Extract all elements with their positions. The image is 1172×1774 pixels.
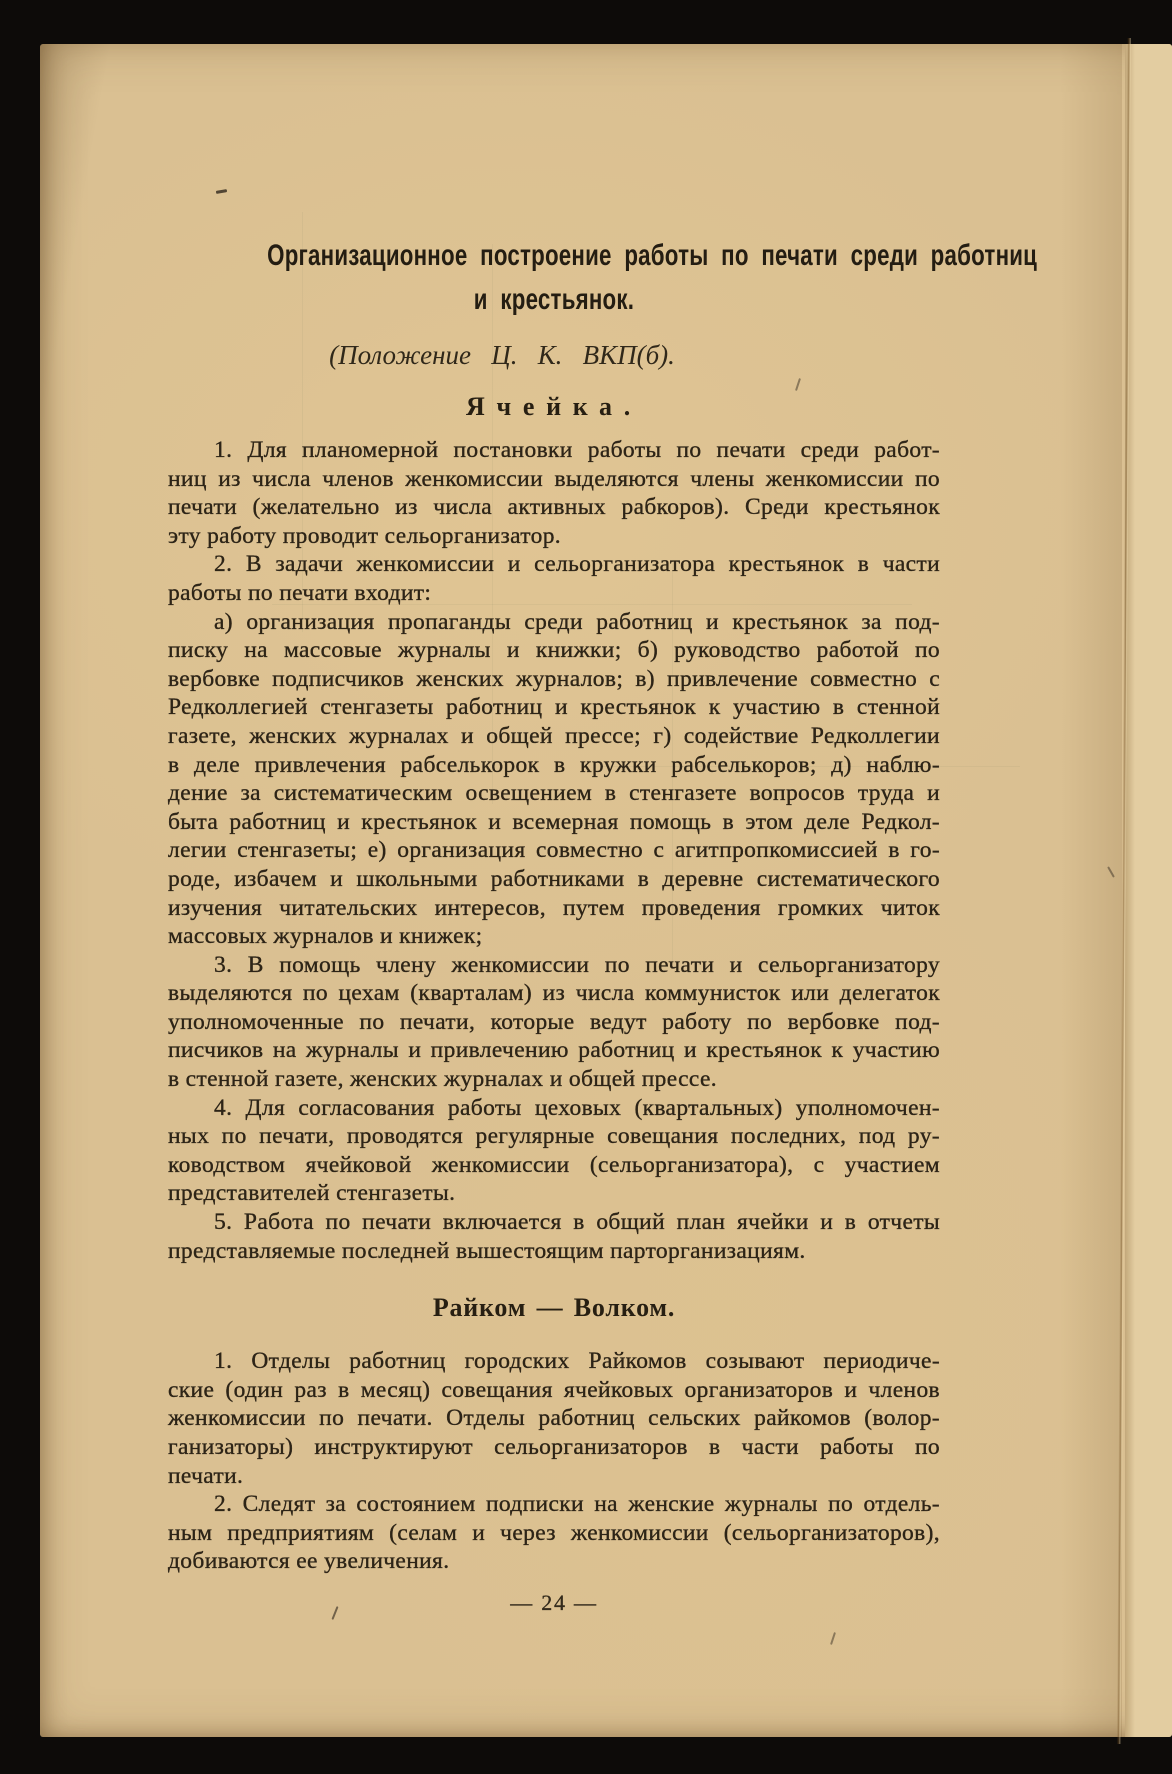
section-heading: Ячейка. [466, 392, 642, 421]
text-line: массовых журналов и книжек; [168, 923, 483, 950]
text-line: ские (один раз в месяц) совещания ячейковых организаторов и членов [168, 1376, 940, 1403]
ink-mark [830, 1632, 836, 1645]
paragraph [168, 1094, 940, 1208]
text-line: добиваются ее увеличения. [168, 1548, 450, 1575]
title-line-2: и крестьянок. [473, 283, 635, 316]
subtitle: (Положение Ц. К. ВКП(б). [329, 340, 675, 370]
text-line: изучения читательских интересов, путем проведения громких читок [168, 894, 940, 921]
document-sections [168, 391, 940, 1576]
paragraph [168, 951, 940, 1094]
text-line: 1. Для планомерной постановки работы по печати среди работ- [214, 437, 940, 463]
text-line: ным предприятиям (селам и через женкомиссии (сельорганизаторов), [168, 1519, 940, 1546]
text-line: ганизаторы) инструктируют сельорганизаторов в части работы по [168, 1434, 940, 1460]
text-line: 5. Работа по печати включается в общий план ячейки и в отчеты [214, 1209, 940, 1236]
title-line-1: Организационное построение работы по печати среди работниц [267, 239, 1038, 272]
text-line: ных по печати, проводятся регулярные совещания последних, под ру- [168, 1123, 940, 1150]
section-heading: Райком — Волком. [432, 1293, 676, 1323]
text-line: а) организация пропаганды среди работниц и крестьянок за под- [214, 608, 940, 635]
gutter-shadow [1060, 44, 1122, 1737]
text-line: уполномоченные по печати, которые ведут работу по вербовке под- [168, 1008, 940, 1035]
document-page [40, 44, 1172, 1737]
paragraph [168, 608, 940, 951]
text-line: работы по печати входит: [168, 579, 432, 606]
page-title [267, 234, 1038, 322]
paragraph [168, 1208, 940, 1265]
text-line: 4. Для согласования работы цеховых (квартальных) уполномочен- [214, 1094, 940, 1121]
text-line: ниц из числа членов женкомиссии выделяются члены женкомиссии по [168, 465, 940, 492]
adjacent-page-edge [1125, 44, 1172, 1737]
page-content [168, 44, 1038, 1616]
text-line: женкомиссии по печати. Отделы работниц сельских райкомов (волор- [168, 1405, 940, 1432]
paragraph [168, 436, 940, 550]
text-line: ководством ячейковой женкомиссии (сельорганизатора), с участием [168, 1151, 940, 1178]
paragraph [168, 550, 940, 607]
text-line: печати (желательно из числа активных рабкоров). Среди крестьянок [168, 494, 940, 521]
text-line: быта работниц и крестьянок и всемерная помощь в этом деле Редкол- [168, 808, 940, 835]
document-section [168, 391, 940, 1265]
document-section [168, 1292, 940, 1576]
page-number: — 24 — [510, 1589, 598, 1615]
text-line: газете, женских журналах и общей прессе; г) содействие Редколлегии [168, 722, 940, 749]
text-line: в стенной газете, женских журналах и общей прессе. [168, 1066, 717, 1093]
text-line: в деле привлечения рабселькорок в кружки рабселькоров; д) наблю- [168, 751, 940, 778]
text-line: дение за систематическим освещением в стенгазете вопросов труда и [168, 780, 940, 807]
text-line: легии стенгазеты; е) организация совместно с агитпропкомиссией в го- [168, 837, 940, 864]
paragraph [168, 1490, 940, 1576]
text-line: писку на массовые журналы и книжки; б) руководство работой по [168, 637, 940, 664]
text-line: 2. В задачи женкомиссии и сельорганизатора крестьянок в части [214, 551, 940, 578]
paragraph [168, 1347, 940, 1490]
text-line: вербовке подписчиков женских журналов; в) привлечение совместно с [168, 665, 940, 692]
text-line: представляемые последней вышестоящим парторганизациям. [168, 1237, 806, 1264]
text-line: выделяются по цехам (кварталам) из числа коммунисток или делегаток [168, 980, 940, 1007]
text-line: эту работу проводит сельорганизатор. [168, 522, 562, 549]
text-line: писчиков на журналы и привлечению работниц и крестьянок к участию [168, 1037, 940, 1064]
text-line: 3. В помощь члену женкомиссии по печати и сельорганизатору [214, 951, 940, 978]
text-line: Редколлегией стенгазеты работниц и крестьянок к участию в стенной [168, 694, 940, 721]
text-line: роде, избачем и школьными работниками в деревне систематического [168, 865, 940, 892]
text-line: представителей стенгазеты. [168, 1180, 456, 1207]
text-line: 1. Отделы работниц городских Райкомов созывают периодиче- [214, 1348, 940, 1375]
text-line: печати. [168, 1462, 244, 1489]
text-line: 2. Следят за состоянием подписки на женские журналы по отдель- [214, 1491, 940, 1518]
